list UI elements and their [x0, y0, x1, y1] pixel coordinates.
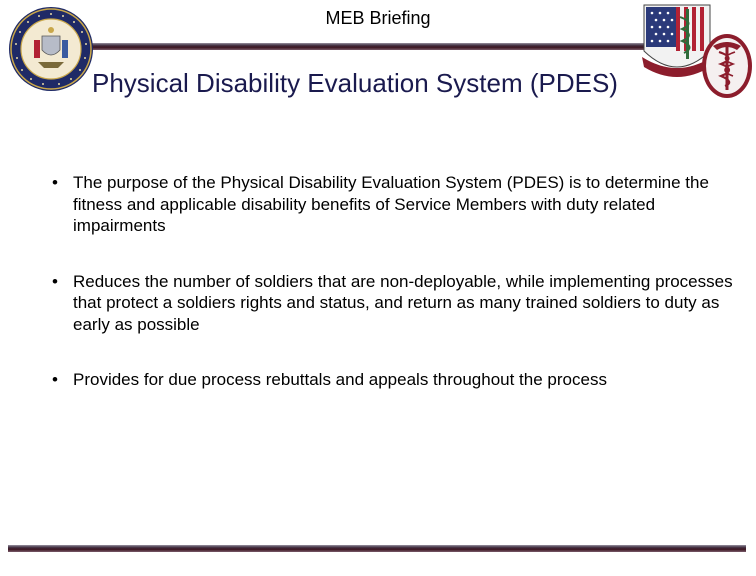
- top-divider-bar: [78, 43, 678, 50]
- bullet-item: [52, 172, 742, 237]
- bullet-text: Reduces the number of soldiers that are non-deployable, while implementing processes that protect a soldiers rights and status, and return as many trained soldiers to duty as early as possible: [73, 271, 733, 334]
- bullet-dot-icon: •: [52, 271, 58, 291]
- bullet-dot-icon: •: [52, 173, 58, 192]
- bullet-dot-icon: •: [52, 370, 58, 389]
- bullet-text: The purpose of the Physical Disability Evaluation System (PDES) is to determine the fitness and applicable disability benefits of Service Members with duty related impairments: [73, 173, 709, 235]
- bottom-divider-bar: [8, 545, 746, 552]
- army-seal-icon: [8, 6, 94, 92]
- bullet-text: Provides for due process rebuttals and appeals throughout the process: [73, 370, 607, 389]
- slide-title: Physical Disability Evaluation System (PDES): [92, 68, 618, 98]
- caduceus-seal-icon: [697, 30, 753, 100]
- bullet-list: [52, 172, 742, 425]
- bullet-item: [52, 271, 742, 336]
- header-label: MEB Briefing: [325, 8, 431, 28]
- bullet-item: [52, 369, 742, 391]
